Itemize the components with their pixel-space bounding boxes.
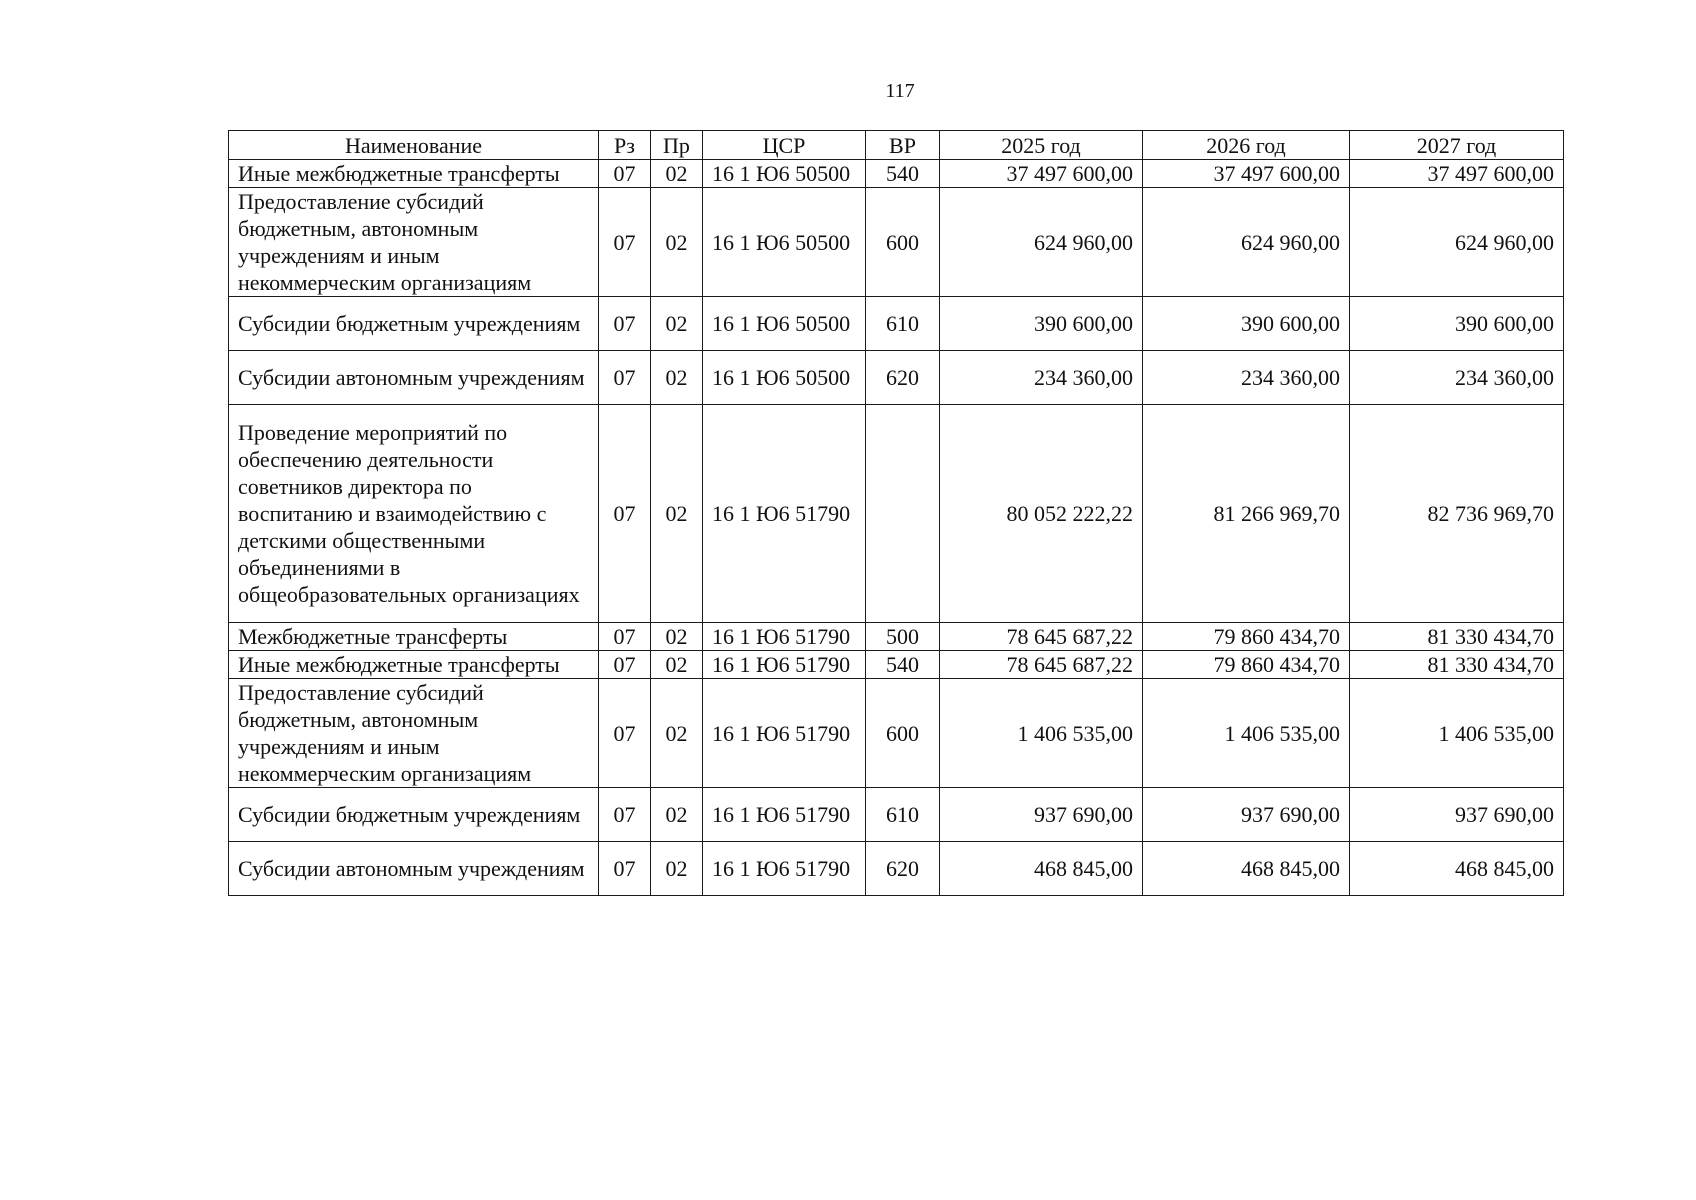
table-row (229, 842, 1564, 896)
cell-2026: 37 497 600,00 (1143, 160, 1350, 188)
cell-rz: 07 (599, 651, 651, 679)
table-row (229, 405, 1564, 623)
header-vr: ВР (866, 131, 940, 160)
table-row (229, 788, 1564, 842)
cell-rz: 07 (599, 842, 651, 896)
cell-vr: 610 (866, 788, 940, 842)
cell-rz: 07 (599, 160, 651, 188)
cell-pr: 02 (651, 351, 703, 405)
cell-vr: 620 (866, 842, 940, 896)
cell-csr: 16 1 Ю6 51790 (703, 623, 866, 651)
cell-vr: 610 (866, 297, 940, 351)
cell-name: Субсидии автономным учреждениям (229, 351, 599, 405)
cell-csr: 16 1 Ю6 50500 (703, 351, 866, 405)
cell-2026: 624 960,00 (1143, 188, 1350, 297)
header-rz: Рз (599, 131, 651, 160)
cell-csr: 16 1 Ю6 51790 (703, 788, 866, 842)
table-row (229, 623, 1564, 651)
cell-2027: 234 360,00 (1350, 351, 1564, 405)
cell-name: Субсидии бюджетным учреждениям (229, 788, 599, 842)
table-header-row (229, 131, 1564, 160)
cell-vr: 600 (866, 679, 940, 788)
cell-pr: 02 (651, 623, 703, 651)
cell-csr: 16 1 Ю6 50500 (703, 297, 866, 351)
cell-2027: 1 406 535,00 (1350, 679, 1564, 788)
cell-rz: 07 (599, 679, 651, 788)
cell-2026: 390 600,00 (1143, 297, 1350, 351)
cell-2026: 79 860 434,70 (1143, 651, 1350, 679)
cell-name: Проведение мероприятий по обеспечению деятельности советников директора по воспитанию и взаимодействию с детскими общественными объединениями в общеобразовательных организациях (229, 405, 599, 623)
cell-rz: 07 (599, 788, 651, 842)
cell-2025: 234 360,00 (940, 351, 1143, 405)
cell-2026: 81 266 969,70 (1143, 405, 1350, 623)
cell-2027: 82 736 969,70 (1350, 405, 1564, 623)
cell-pr: 02 (651, 679, 703, 788)
cell-rz: 07 (599, 297, 651, 351)
cell-pr: 02 (651, 788, 703, 842)
cell-rz: 07 (599, 188, 651, 297)
cell-2026: 468 845,00 (1143, 842, 1350, 896)
header-pr: Пр (651, 131, 703, 160)
cell-vr: 620 (866, 351, 940, 405)
table-row (229, 188, 1564, 297)
cell-csr: 16 1 Ю6 50500 (703, 188, 866, 297)
cell-2027: 937 690,00 (1350, 788, 1564, 842)
cell-2027: 37 497 600,00 (1350, 160, 1564, 188)
cell-2025: 468 845,00 (940, 842, 1143, 896)
cell-rz: 07 (599, 351, 651, 405)
table-body (229, 160, 1564, 896)
cell-pr: 02 (651, 651, 703, 679)
cell-2025: 1 406 535,00 (940, 679, 1143, 788)
cell-pr: 02 (651, 188, 703, 297)
table-row (229, 351, 1564, 405)
cell-csr: 16 1 Ю6 51790 (703, 679, 866, 788)
budget-table (228, 130, 1564, 896)
cell-2025: 390 600,00 (940, 297, 1143, 351)
cell-vr: 540 (866, 651, 940, 679)
cell-name: Предоставление субсидий бюджетным, автономным учреждениям и иным некоммерческим организациям (229, 679, 599, 788)
header-2025: 2025 год (940, 131, 1143, 160)
cell-name: Предоставление субсидий бюджетным, автономным учреждениям и иным некоммерческим организациям (229, 188, 599, 297)
cell-pr: 02 (651, 842, 703, 896)
cell-2025: 37 497 600,00 (940, 160, 1143, 188)
cell-2027: 81 330 434,70 (1350, 651, 1564, 679)
header-2026: 2026 год (1143, 131, 1350, 160)
cell-2027: 468 845,00 (1350, 842, 1564, 896)
cell-csr: 16 1 Ю6 50500 (703, 160, 866, 188)
cell-name: Межбюджетные трансферты (229, 623, 599, 651)
cell-2025: 80 052 222,22 (940, 405, 1143, 623)
cell-vr: 600 (866, 188, 940, 297)
cell-2027: 624 960,00 (1350, 188, 1564, 297)
cell-2026: 234 360,00 (1143, 351, 1350, 405)
header-csr: ЦСР (703, 131, 866, 160)
header-name: Наименование (229, 131, 599, 160)
cell-vr (866, 405, 940, 623)
cell-csr: 16 1 Ю6 51790 (703, 842, 866, 896)
cell-2025: 937 690,00 (940, 788, 1143, 842)
table-row (229, 651, 1564, 679)
page-number: 117 (885, 80, 915, 102)
cell-csr: 16 1 Ю6 51790 (703, 405, 866, 623)
cell-pr: 02 (651, 405, 703, 623)
table-row (229, 160, 1564, 188)
cell-name: Иные межбюджетные трансферты (229, 651, 599, 679)
cell-pr: 02 (651, 160, 703, 188)
cell-2026: 79 860 434,70 (1143, 623, 1350, 651)
table-row (229, 297, 1564, 351)
cell-vr: 540 (866, 160, 940, 188)
cell-pr: 02 (651, 297, 703, 351)
cell-2025: 78 645 687,22 (940, 651, 1143, 679)
table-row (229, 679, 1564, 788)
cell-2025: 624 960,00 (940, 188, 1143, 297)
cell-rz: 07 (599, 405, 651, 623)
cell-name: Субсидии бюджетным учреждениям (229, 297, 599, 351)
header-2027: 2027 год (1350, 131, 1564, 160)
cell-2026: 937 690,00 (1143, 788, 1350, 842)
cell-name: Субсидии автономным учреждениям (229, 842, 599, 896)
cell-2026: 1 406 535,00 (1143, 679, 1350, 788)
cell-csr: 16 1 Ю6 51790 (703, 651, 866, 679)
cell-vr: 500 (866, 623, 940, 651)
cell-name: Иные межбюджетные трансферты (229, 160, 599, 188)
cell-2025: 78 645 687,22 (940, 623, 1143, 651)
cell-rz: 07 (599, 623, 651, 651)
cell-2027: 390 600,00 (1350, 297, 1564, 351)
cell-2027: 81 330 434,70 (1350, 623, 1564, 651)
